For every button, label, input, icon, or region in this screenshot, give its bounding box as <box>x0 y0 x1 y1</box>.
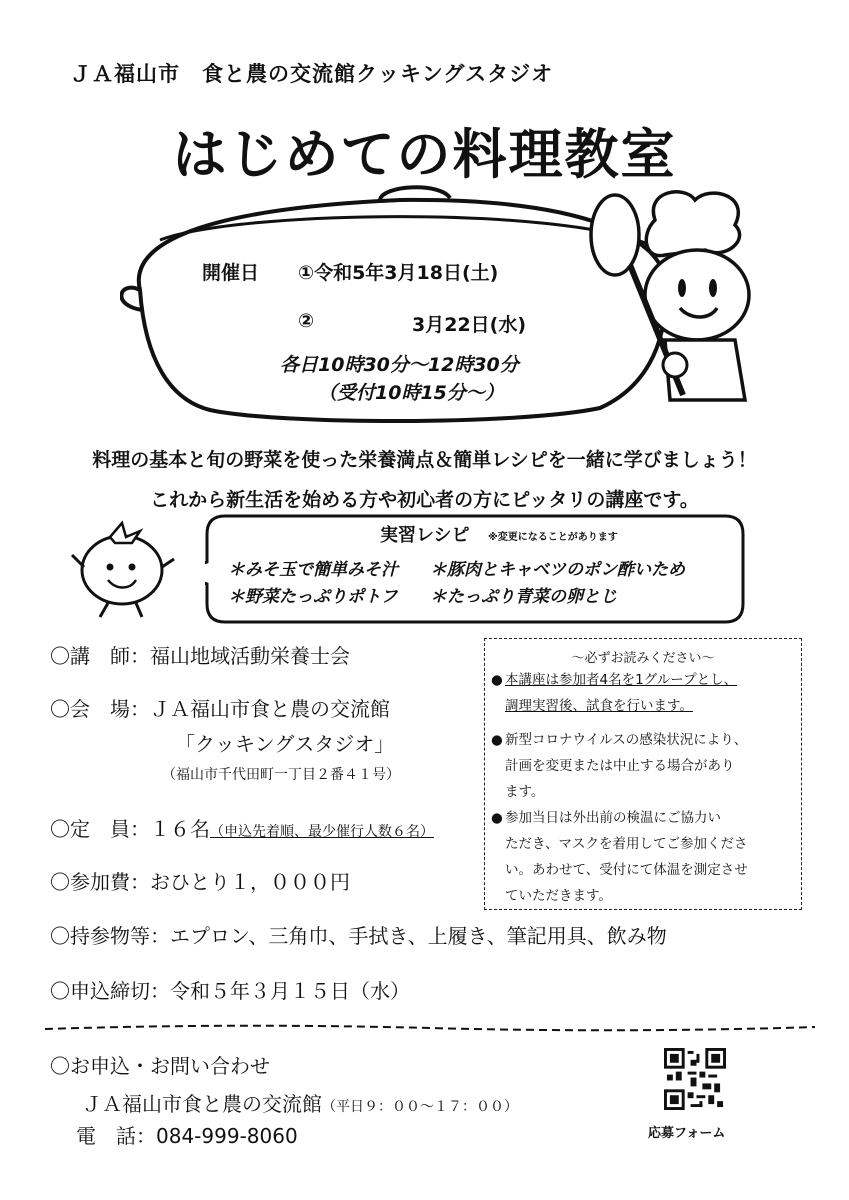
notice-line: ただき、マスクを着用してご参加くださ <box>505 836 748 852</box>
date-1: ①令和5年3月18日(土) <box>298 262 499 284</box>
tomato-icon <box>70 515 175 620</box>
fee-value: おひとり１，０００円 <box>150 870 350 894</box>
instructor-row <box>50 640 350 669</box>
contact-phone-row <box>76 1120 298 1149</box>
notice-line: い。あわせて、受付にて体温を測定させ <box>505 862 748 878</box>
contact-heading: 〇お申込・お問い合わせ <box>50 1054 270 1078</box>
venue-value: ＪＡ福山市食と農の交流館 <box>150 697 390 721</box>
capacity-row <box>50 813 434 842</box>
recipe-item-3: ＊野菜たっぷりポトフ <box>228 587 398 607</box>
instructor-label: 〇講 師： <box>50 644 150 668</box>
contact-place-row <box>82 1088 518 1117</box>
schedule-label: 開催日 <box>202 262 260 284</box>
phone-label: 電 話： <box>76 1124 156 1148</box>
contact-hours: （平日９：００～１７：００） <box>322 1099 518 1115</box>
intro-line-2: これから新生活を始める方や初心者の方にピッタリの講座です。 <box>150 489 699 511</box>
instructor-value: 福山地域活動栄養士会 <box>150 644 350 668</box>
qr-label: 応募フォーム <box>648 1126 726 1141</box>
notice-line: ● 本講座は参加者4名を1グループとし、 <box>491 672 738 688</box>
deadline-value: 令和５年３月１５日（水） <box>170 979 410 1003</box>
date-2-number: ② <box>298 310 315 332</box>
items-label: 〇持参物等： <box>50 924 170 948</box>
capacity-note: （申込先着順、最少催行人数６名） <box>210 824 434 840</box>
qr-code-icon[interactable] <box>664 1048 726 1110</box>
notice-box <box>484 638 802 910</box>
reception-time: （受付10時15分～） <box>318 382 504 404</box>
items-row <box>50 920 667 949</box>
venue-studio: 「クッキングスタジオ」 <box>175 732 395 756</box>
notice-line: 計画を変更または中止する場合があり <box>505 758 735 774</box>
capacity-label: 〇定 員： <box>50 817 150 841</box>
organizer-line: ＪＡ福山市 食と農の交流館クッキングスタジオ <box>70 62 554 86</box>
venue-row <box>50 693 390 722</box>
notice-line: ていただきます。 <box>505 888 612 904</box>
notice-line: ● 参加当日は外出前の検温にご協力い <box>491 810 721 826</box>
chef-illustration <box>585 180 765 410</box>
section-divider <box>45 1023 815 1033</box>
phone-number[interactable]: 084-999-8060 <box>156 1124 298 1148</box>
contact-place: ＪＡ福山市食と農の交流館 <box>82 1092 322 1116</box>
recipe-item-2: ＊豚肉とキャベツのポン酢いため <box>430 560 685 580</box>
fee-label: 〇参加費： <box>50 870 150 894</box>
recipe-item-4: ＊たっぷり青菜の卵とじ <box>430 587 617 607</box>
recipe-item-1: ＊みそ玉で簡単みそ汁 <box>228 560 398 580</box>
notice-line: ます。 <box>505 784 545 800</box>
venue-label: 〇会 場： <box>50 697 150 721</box>
fee-row <box>50 866 350 895</box>
recipe-note: ※変更になることがあります <box>488 532 618 543</box>
date-2: 3月22日(水) <box>412 314 527 336</box>
intro-line-1: 料理の基本と旬の野菜を使った栄養満点＆簡単レシピを一緒に学びましょう！ <box>92 449 757 471</box>
recipe-title: 実習レシピ <box>380 525 470 546</box>
page-title: はじめての料理教室 <box>172 123 677 186</box>
notice-line: 調理実習後、試食を行います。 <box>505 698 693 714</box>
capacity-value: １６名 <box>150 817 210 841</box>
deadline-row <box>50 975 410 1004</box>
notice-heading: ～必ずお読みください～ <box>571 651 715 666</box>
venue-address: （福山市千代田町一丁目２番４１号） <box>162 767 400 783</box>
time-range: 各日10時30分～12時30分 <box>280 354 519 376</box>
deadline-label: 〇申込締切： <box>50 979 170 1003</box>
notice-line: ● 新型コロナウイルスの感染状況により、 <box>491 732 748 748</box>
items-value: エプロン、三角巾、手拭き、上履き、筆記用具、飲み物 <box>170 924 667 948</box>
